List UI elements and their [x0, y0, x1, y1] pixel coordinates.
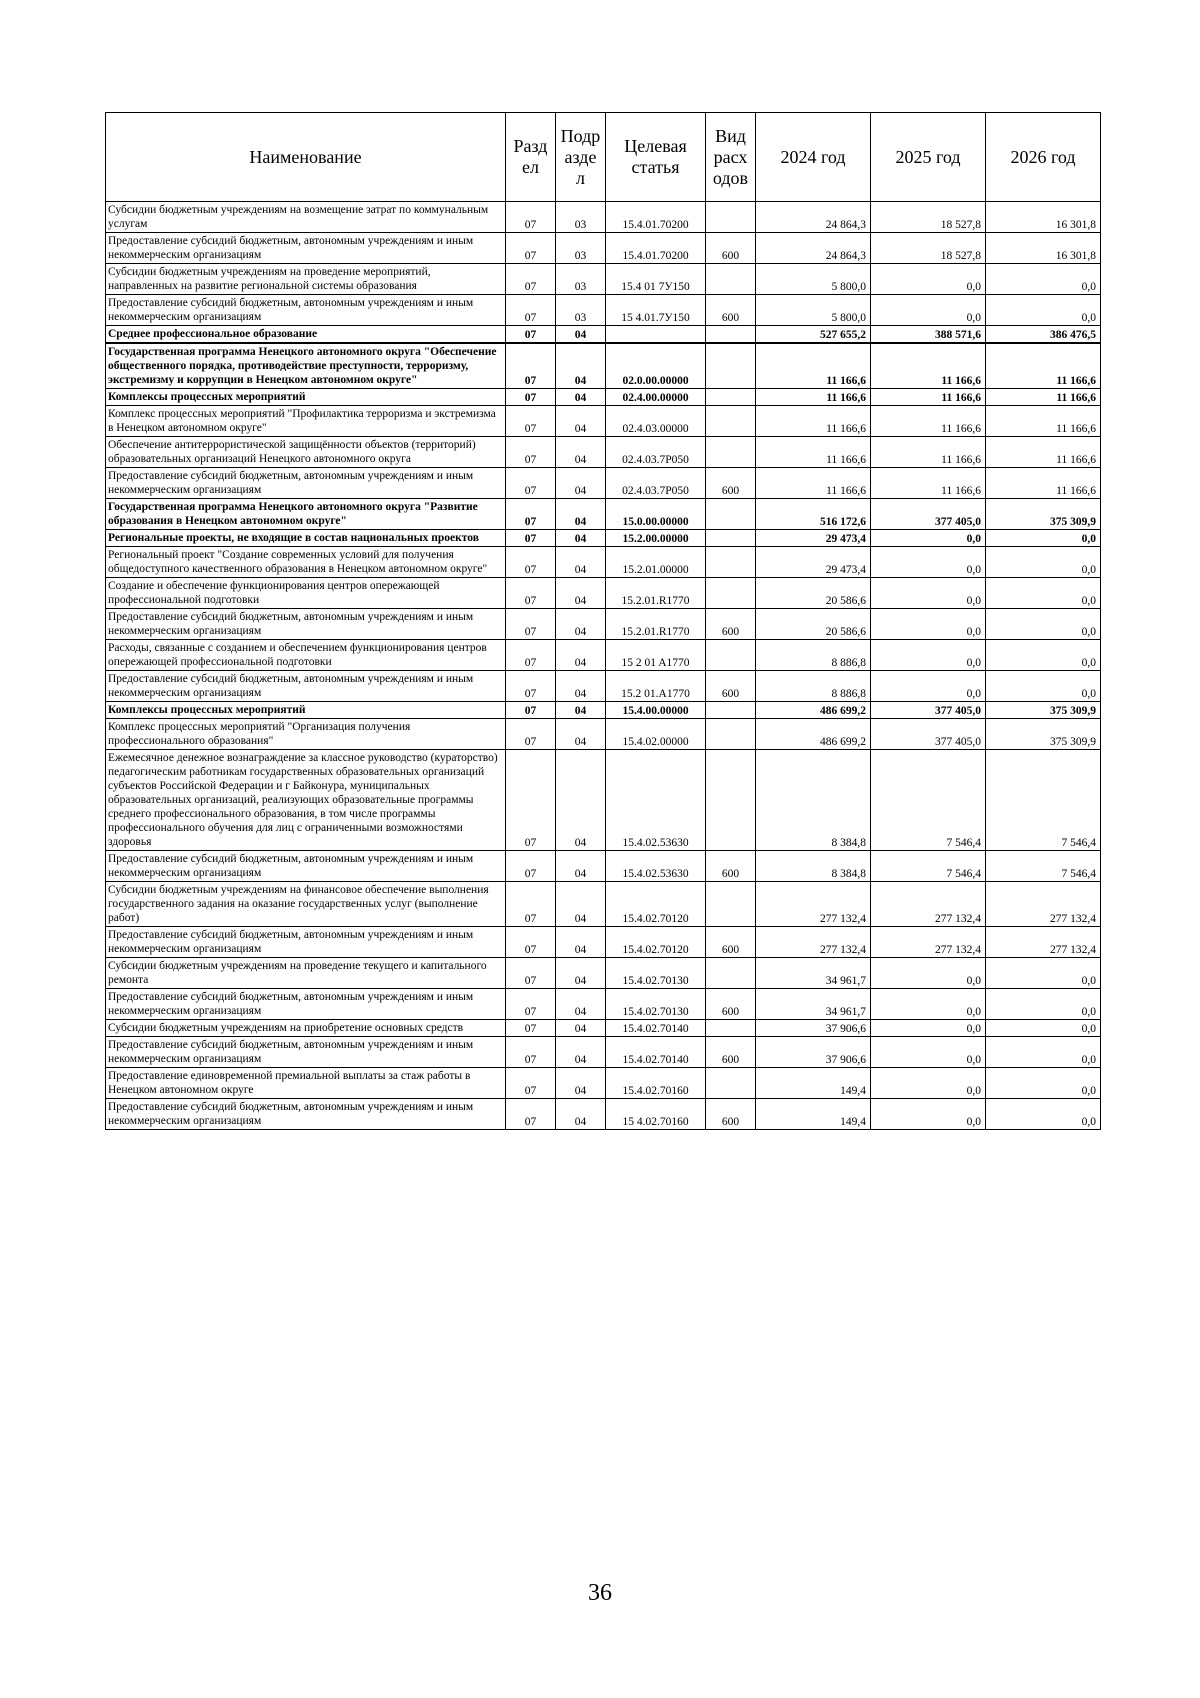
row-value-2025: 11 166,6 [871, 437, 986, 468]
table-row [106, 671, 1101, 702]
row-podrazdel: 04 [556, 958, 606, 989]
row-value-2026: 0,0 [986, 578, 1101, 609]
row-value-2024: 486 699,2 [756, 702, 871, 719]
row-value-2025: 7 546,4 [871, 750, 986, 851]
row-name: Предоставление субсидий бюджетным, автономным учреждениям и иным некоммерческим организациям [106, 233, 506, 264]
row-value-2026: 0,0 [986, 609, 1101, 640]
table-row [106, 750, 1101, 851]
row-value-2026: 0,0 [986, 640, 1101, 671]
page-number: 36 [588, 1580, 612, 1606]
table-row [106, 702, 1101, 719]
row-value-2026: 7 546,4 [986, 851, 1101, 882]
table-row [106, 547, 1101, 578]
row-target: 15.4.02.70120 [606, 882, 706, 927]
row-value-2025: 18 527,8 [871, 202, 986, 233]
row-value-2026: 375 309,9 [986, 702, 1101, 719]
row-value-2026: 375 309,9 [986, 719, 1101, 750]
row-target: 15.0.00.00000 [606, 499, 706, 530]
row-value-2025: 0,0 [871, 1020, 986, 1037]
row-value-2024: 11 166,6 [756, 389, 871, 406]
row-podrazdel: 04 [556, 851, 606, 882]
row-value-2026: 386 476,5 [986, 326, 1101, 344]
row-value-2026: 0,0 [986, 671, 1101, 702]
header-2026: 2026 год [986, 113, 1101, 202]
row-value-2025: 0,0 [871, 609, 986, 640]
row-target: 15.4 01 7У150 [606, 264, 706, 295]
row-razdel: 07 [506, 882, 556, 927]
row-value-2025: 11 166,6 [871, 468, 986, 499]
row-value-2025: 0,0 [871, 1068, 986, 1099]
row-vid: 600 [706, 989, 756, 1020]
row-name: Субсидии бюджетным учреждениям на возмещение затрат по коммунальным услугам [106, 202, 506, 233]
row-razdel: 07 [506, 640, 556, 671]
row-vid [706, 499, 756, 530]
table-row [106, 233, 1101, 264]
row-razdel: 07 [506, 343, 556, 389]
row-target: 15 2 01 A1770 [606, 640, 706, 671]
row-target: 15.4.02.70140 [606, 1020, 706, 1037]
row-razdel: 07 [506, 547, 556, 578]
header-razdel: Разд ел [506, 113, 556, 202]
row-name: Государственная программа Ненецкого автономного округа "Обеспечение общественного порядка, противодействие преступности, терроризму, экстремизму и коррупции в Ненецком автономном округе" [106, 343, 506, 389]
row-vid [706, 719, 756, 750]
row-value-2026: 277 132,4 [986, 882, 1101, 927]
row-vid [706, 530, 756, 547]
row-value-2026: 375 309,9 [986, 499, 1101, 530]
row-razdel: 07 [506, 437, 556, 468]
row-name: Предоставление субсидий бюджетным, автономным учреждениям и иным некоммерческим организациям [106, 851, 506, 882]
row-razdel: 07 [506, 530, 556, 547]
row-podrazdel: 04 [556, 547, 606, 578]
row-vid: 600 [706, 671, 756, 702]
row-razdel: 07 [506, 406, 556, 437]
table-row [106, 1020, 1101, 1037]
row-value-2025: 0,0 [871, 547, 986, 578]
row-vid: 600 [706, 927, 756, 958]
row-value-2026: 0,0 [986, 989, 1101, 1020]
row-podrazdel: 04 [556, 927, 606, 958]
row-target: 15.2 01.A1770 [606, 671, 706, 702]
row-vid [706, 640, 756, 671]
row-value-2025: 277 132,4 [871, 882, 986, 927]
row-podrazdel: 03 [556, 202, 606, 233]
row-podrazdel: 04 [556, 499, 606, 530]
row-name: Комплекс процессных мероприятий "Организация получения профессионального образования" [106, 719, 506, 750]
table-row [106, 989, 1101, 1020]
header-target: Целевая статья [606, 113, 706, 202]
row-target [606, 326, 706, 344]
row-target: 15.2.00.00000 [606, 530, 706, 547]
row-vid [706, 750, 756, 851]
row-vid [706, 702, 756, 719]
row-vid [706, 264, 756, 295]
row-vid [706, 882, 756, 927]
row-value-2024: 8 886,8 [756, 640, 871, 671]
row-value-2024: 11 166,6 [756, 343, 871, 389]
table-row [106, 468, 1101, 499]
row-vid [706, 343, 756, 389]
row-value-2026: 11 166,6 [986, 406, 1101, 437]
row-podrazdel: 04 [556, 671, 606, 702]
row-target: 15.2.01.R1770 [606, 609, 706, 640]
row-value-2026: 11 166,6 [986, 437, 1101, 468]
row-podrazdel: 04 [556, 989, 606, 1020]
row-value-2025: 0,0 [871, 958, 986, 989]
row-value-2024: 29 473,4 [756, 547, 871, 578]
row-vid [706, 547, 756, 578]
row-podrazdel: 04 [556, 326, 606, 344]
row-razdel: 07 [506, 719, 556, 750]
row-target: 15.4.02.53630 [606, 851, 706, 882]
row-vid: 600 [706, 1099, 756, 1130]
table-row [106, 882, 1101, 927]
row-name: Среднее профессиональное образование [106, 326, 506, 344]
row-value-2026: 16 301,8 [986, 233, 1101, 264]
row-name: Предоставление субсидий бюджетным, автономным учреждениям и иным некоммерческим организациям [106, 1099, 506, 1130]
row-value-2026: 0,0 [986, 1068, 1101, 1099]
row-target: 02.4.03.00000 [606, 406, 706, 437]
row-target: 15.4.02.70130 [606, 989, 706, 1020]
row-value-2026: 16 301,8 [986, 202, 1101, 233]
row-target: 15.2.01.00000 [606, 547, 706, 578]
row-razdel: 07 [506, 958, 556, 989]
row-razdel: 07 [506, 1037, 556, 1068]
row-target: 15 4.02.70160 [606, 1099, 706, 1130]
row-podrazdel: 04 [556, 578, 606, 609]
row-value-2026: 0,0 [986, 1020, 1101, 1037]
row-vid: 600 [706, 851, 756, 882]
row-value-2024: 37 906,6 [756, 1020, 871, 1037]
table-row [106, 437, 1101, 468]
row-value-2026: 0,0 [986, 295, 1101, 326]
row-vid: 600 [706, 468, 756, 499]
row-podrazdel: 04 [556, 609, 606, 640]
row-name: Обеспечение антитеррористической защищённости объектов (территорий) образовательных организаций Ненецкого автономного округа [106, 437, 506, 468]
row-value-2025: 18 527,8 [871, 233, 986, 264]
table-row [106, 1099, 1101, 1130]
row-value-2026: 0,0 [986, 958, 1101, 989]
row-podrazdel: 04 [556, 1037, 606, 1068]
row-value-2024: 527 655,2 [756, 326, 871, 344]
budget-table [105, 112, 1101, 1130]
row-name: Предоставление единовременной премиальной выплаты за стаж работы в Ненецком автономном округе [106, 1068, 506, 1099]
row-razdel: 07 [506, 202, 556, 233]
row-name: Предоставление субсидий бюджетным, автономным учреждениям и иным некоммерческим организациям [106, 295, 506, 326]
row-value-2025: 0,0 [871, 530, 986, 547]
row-name: Региональный проект "Создание современных условий для получения общедоступного качественного образования в Ненецком автономном округе" [106, 547, 506, 578]
row-name: Предоставление субсидий бюджетным, автономным учреждениям и иным некоммерческим организациям [106, 468, 506, 499]
row-value-2024: 5 800,0 [756, 295, 871, 326]
row-value-2024: 34 961,7 [756, 989, 871, 1020]
row-value-2025: 0,0 [871, 264, 986, 295]
row-value-2025: 0,0 [871, 578, 986, 609]
row-podrazdel: 04 [556, 437, 606, 468]
row-vid: 600 [706, 233, 756, 264]
row-name: Создание и обеспечение функционирования центров опережающей профессиональной подготовки [106, 578, 506, 609]
row-target: 15.4.01.70200 [606, 233, 706, 264]
row-target: 15.4.02.00000 [606, 719, 706, 750]
row-podrazdel: 03 [556, 233, 606, 264]
row-vid [706, 958, 756, 989]
row-name: Предоставление субсидий бюджетным, автономным учреждениям и иным некоммерческим организациям [106, 1037, 506, 1068]
row-razdel: 07 [506, 851, 556, 882]
row-podrazdel: 04 [556, 750, 606, 851]
row-razdel: 07 [506, 1068, 556, 1099]
row-name: Субсидии бюджетным учреждениям на проведение текущего и капитального ремонта [106, 958, 506, 989]
row-name: Предоставление субсидий бюджетным, автономным учреждениям и иным некоммерческим организациям [106, 927, 506, 958]
row-value-2024: 11 166,6 [756, 468, 871, 499]
row-value-2025: 277 132,4 [871, 927, 986, 958]
row-target: 15.2.01.R1770 [606, 578, 706, 609]
row-value-2025: 7 546,4 [871, 851, 986, 882]
row-value-2024: 277 132,4 [756, 927, 871, 958]
row-name: Комплекс процессных мероприятий "Профилактика терроризма и экстремизма в Ненецком автономном округе" [106, 406, 506, 437]
row-target: 02.4.03.7Р050 [606, 468, 706, 499]
row-name: Субсидии бюджетным учреждениям на проведение мероприятий, направленных на развитие региональной системы образования [106, 264, 506, 295]
row-value-2024: 34 961,7 [756, 958, 871, 989]
row-value-2024: 8 384,8 [756, 750, 871, 851]
table-row [106, 389, 1101, 406]
row-vid [706, 389, 756, 406]
row-value-2024: 11 166,6 [756, 406, 871, 437]
row-podrazdel: 04 [556, 343, 606, 389]
row-razdel: 07 [506, 927, 556, 958]
row-target: 15.4.01.70200 [606, 202, 706, 233]
row-target: 02.4.00.00000 [606, 389, 706, 406]
row-razdel: 07 [506, 468, 556, 499]
row-target: 15.4.02.70130 [606, 958, 706, 989]
row-value-2024: 20 586,6 [756, 578, 871, 609]
row-value-2024: 8 384,8 [756, 851, 871, 882]
row-vid [706, 1068, 756, 1099]
row-value-2026: 11 166,6 [986, 389, 1101, 406]
row-podrazdel: 03 [556, 264, 606, 295]
row-razdel: 07 [506, 389, 556, 406]
table-row [106, 719, 1101, 750]
row-target: 15 4.01.7У150 [606, 295, 706, 326]
row-value-2026: 7 546,4 [986, 750, 1101, 851]
row-target: 15.4.02.70160 [606, 1068, 706, 1099]
table-row [106, 264, 1101, 295]
row-value-2025: 11 166,6 [871, 406, 986, 437]
row-value-2024: 29 473,4 [756, 530, 871, 547]
row-value-2024: 37 906,6 [756, 1037, 871, 1068]
header-2024: 2024 год [756, 113, 871, 202]
row-name: Субсидии бюджетным учреждениям на приобретение основных средств [106, 1020, 506, 1037]
row-value-2024: 516 172,6 [756, 499, 871, 530]
row-target: 02.4.03.7Р050 [606, 437, 706, 468]
header-2025: 2025 год [871, 113, 986, 202]
row-value-2024: 486 699,2 [756, 719, 871, 750]
table-row [106, 927, 1101, 958]
row-podrazdel: 04 [556, 1099, 606, 1130]
row-name: Комплексы процессных мероприятий [106, 702, 506, 719]
row-razdel: 07 [506, 499, 556, 530]
row-name: Субсидии бюджетным учреждениям на финансовое обеспечение выполнения государственного задания на оказание государственных услуг (выполнение работ) [106, 882, 506, 927]
row-razdel: 07 [506, 750, 556, 851]
row-vid [706, 406, 756, 437]
row-target: 15.4.02.53630 [606, 750, 706, 851]
table-row [106, 499, 1101, 530]
row-value-2024: 277 132,4 [756, 882, 871, 927]
table-body [106, 202, 1101, 1130]
row-razdel: 07 [506, 1099, 556, 1130]
row-podrazdel: 04 [556, 719, 606, 750]
table-row [106, 958, 1101, 989]
row-value-2026: 277 132,4 [986, 927, 1101, 958]
row-vid [706, 578, 756, 609]
row-value-2024: 149,4 [756, 1099, 871, 1130]
table-row [106, 609, 1101, 640]
row-value-2026: 0,0 [986, 547, 1101, 578]
table-row [106, 406, 1101, 437]
row-razdel: 07 [506, 609, 556, 640]
header-name: Наименование [106, 113, 506, 202]
row-podrazdel: 04 [556, 406, 606, 437]
row-value-2025: 377 405,0 [871, 719, 986, 750]
row-value-2026: 0,0 [986, 1099, 1101, 1130]
row-razdel: 07 [506, 264, 556, 295]
row-razdel: 07 [506, 702, 556, 719]
table-row [106, 578, 1101, 609]
row-value-2026: 0,0 [986, 530, 1101, 547]
row-podrazdel: 04 [556, 468, 606, 499]
row-target: 02.0.00.00000 [606, 343, 706, 389]
row-vid: 600 [706, 609, 756, 640]
row-value-2026: 0,0 [986, 1037, 1101, 1068]
row-name: Предоставление субсидий бюджетным, автономным учреждениям и иным некоммерческим организациям [106, 671, 506, 702]
row-podrazdel: 04 [556, 1068, 606, 1099]
table-row [106, 1037, 1101, 1068]
row-name: Предоставление субсидий бюджетным, автономным учреждениям и иным некоммерческим организациям [106, 609, 506, 640]
row-target: 15.4.02.70140 [606, 1037, 706, 1068]
row-razdel: 07 [506, 1020, 556, 1037]
header-podrazdel: Подр азде л [556, 113, 606, 202]
row-value-2026: 0,0 [986, 264, 1101, 295]
row-podrazdel: 03 [556, 295, 606, 326]
row-razdel: 07 [506, 578, 556, 609]
row-vid [706, 326, 756, 344]
row-name: Ежемесячное денежное вознаграждение за классное руководство (кураторство) педагогическим работникам государственных образовательных организаций субъектов Российской Федерации и г Байконура, муниципальных образовательных организаций, реализующих образовательные программы среднего профессионального образования, в том числе программы профессионального обучения для лиц с ограниченными возможностями здоровья [106, 750, 506, 851]
row-vid [706, 437, 756, 468]
table-row [106, 851, 1101, 882]
row-value-2026: 11 166,6 [986, 468, 1101, 499]
row-vid [706, 202, 756, 233]
table-header-row [106, 113, 1101, 202]
row-value-2024: 24 864,3 [756, 233, 871, 264]
row-name: Государственная программа Ненецкого автономного округа "Развитие образования в Ненецком автономном округе" [106, 499, 506, 530]
table-row [106, 295, 1101, 326]
header-vid: Вид расх одов [706, 113, 756, 202]
row-podrazdel: 04 [556, 702, 606, 719]
row-value-2025: 388 571,6 [871, 326, 986, 344]
row-name: Расходы, связанные с созданием и обеспечением функционирования центров опережающей профессиональной подготовки [106, 640, 506, 671]
row-name: Региональные проекты, не входящие в состав национальных проектов [106, 530, 506, 547]
row-podrazdel: 04 [556, 389, 606, 406]
row-value-2025: 0,0 [871, 640, 986, 671]
row-value-2025: 0,0 [871, 1099, 986, 1130]
row-name: Комплексы процессных мероприятий [106, 389, 506, 406]
row-vid [706, 1020, 756, 1037]
table-row [106, 202, 1101, 233]
table-row [106, 343, 1101, 389]
row-value-2024: 8 886,8 [756, 671, 871, 702]
row-value-2025: 0,0 [871, 671, 986, 702]
row-value-2025: 0,0 [871, 295, 986, 326]
row-razdel: 07 [506, 295, 556, 326]
row-value-2024: 11 166,6 [756, 437, 871, 468]
table-row [106, 326, 1101, 344]
row-razdel: 07 [506, 233, 556, 264]
row-value-2025: 377 405,0 [871, 702, 986, 719]
table-row [106, 1068, 1101, 1099]
row-value-2025: 0,0 [871, 1037, 986, 1068]
row-podrazdel: 04 [556, 640, 606, 671]
row-value-2025: 377 405,0 [871, 499, 986, 530]
row-value-2024: 20 586,6 [756, 609, 871, 640]
row-podrazdel: 04 [556, 882, 606, 927]
row-podrazdel: 04 [556, 1020, 606, 1037]
row-value-2025: 11 166,6 [871, 343, 986, 389]
row-value-2024: 24 864,3 [756, 202, 871, 233]
table-row [106, 530, 1101, 547]
row-target: 15.4.02.70120 [606, 927, 706, 958]
row-vid: 600 [706, 295, 756, 326]
row-razdel: 07 [506, 671, 556, 702]
row-razdel: 07 [506, 326, 556, 344]
row-value-2026: 11 166,6 [986, 343, 1101, 389]
row-value-2025: 0,0 [871, 989, 986, 1020]
row-razdel: 07 [506, 989, 556, 1020]
row-podrazdel: 04 [556, 530, 606, 547]
row-value-2025: 11 166,6 [871, 389, 986, 406]
table-row [106, 640, 1101, 671]
row-value-2024: 149,4 [756, 1068, 871, 1099]
row-name: Предоставление субсидий бюджетным, автономным учреждениям и иным некоммерческим организациям [106, 989, 506, 1020]
row-target: 15.4.00.00000 [606, 702, 706, 719]
row-value-2024: 5 800,0 [756, 264, 871, 295]
row-vid: 600 [706, 1037, 756, 1068]
